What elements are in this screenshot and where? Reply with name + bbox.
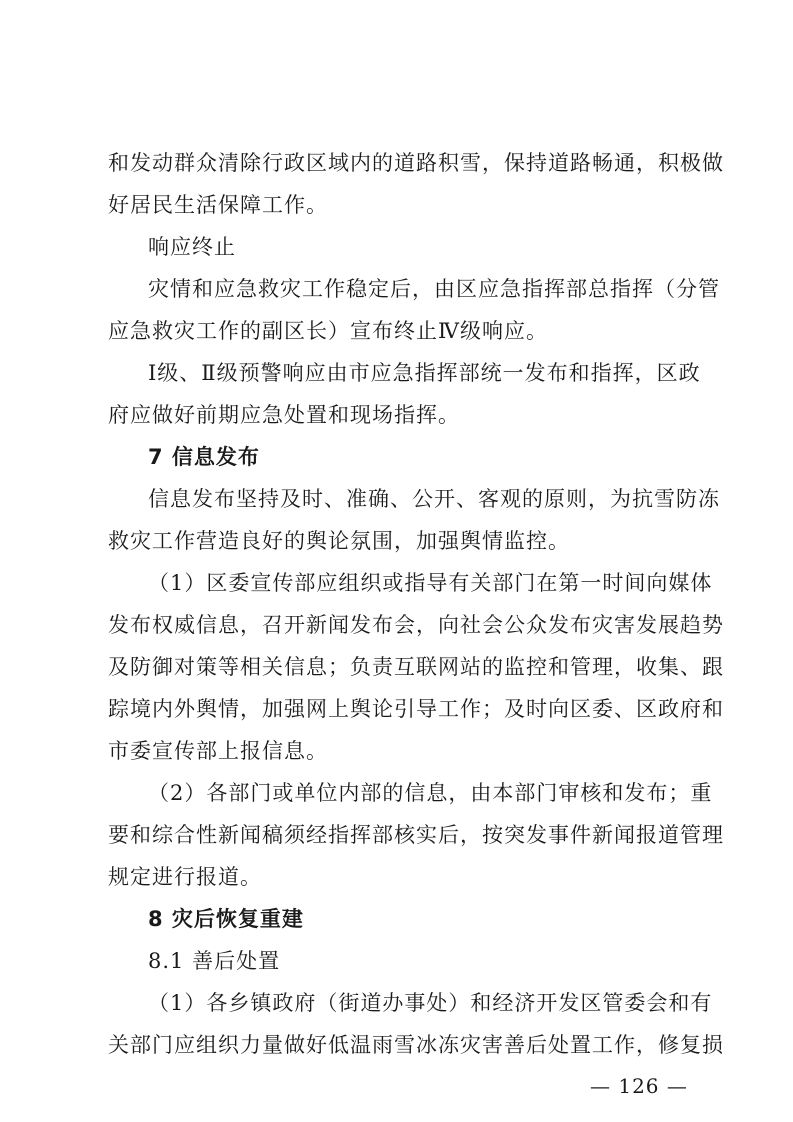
body-text-line: 府应做好前期应急处置和现场指挥。	[108, 403, 460, 427]
body-text-line: 和发动群众清除行政区域内的道路积雪，保持道路畅通，积极做	[108, 151, 724, 175]
body-text-line: 踪境内外舆情，加强网上舆论引导工作；及时向区委、区政府和	[108, 697, 724, 721]
page-number: — 126 —	[590, 1074, 688, 1098]
section-heading: 8 灾后恢复重建	[148, 907, 304, 931]
body-text-line: 规定进行报道。	[108, 865, 262, 889]
subheading: 响应终止	[148, 235, 236, 259]
body-text-line: 救灾工作营造良好的舆论氛围，加强舆情监控。	[108, 529, 570, 553]
body-text-line: Ⅰ级、Ⅱ级预警响应由市应急指挥部统一发布和指挥，区政	[148, 361, 701, 385]
body-text-line: 应急救灾工作的副区长）宣布终止Ⅳ级响应。	[108, 319, 548, 343]
body-text-line: 关部门应组织力量做好低温雨雪冰冻灾害善后处置工作，修复损	[108, 1033, 724, 1057]
section-heading: 7 信息发布	[148, 445, 260, 469]
body-text-line: 及防御对策等相关信息；负责互联网站的监控和管理，收集、跟	[108, 655, 724, 679]
body-text-line: 信息发布坚持及时、准确、公开、客观的原则，为抗雪防冻	[148, 487, 720, 511]
body-text-line: （2）各部门或单位内部的信息，由本部门审核和发布；重	[148, 781, 713, 805]
body-text-line: 要和综合性新闻稿须经指挥部核实后，按突发事件新闻报道管理	[108, 823, 724, 847]
body-text-line: （1）各乡镇政府（街道办事处）和经济开发区管委会和有	[148, 991, 713, 1015]
body-text-line: 好居民生活保障工作。	[108, 193, 328, 217]
subsection-heading: 8.1 善后处置	[148, 949, 281, 973]
body-text-line: （1）区委宣传部应组织或指导有关部门在第一时间向媒体	[148, 571, 713, 595]
body-text-line: 市委宣传部上报信息。	[108, 739, 328, 763]
body-text-line: 灾情和应急救灾工作稳定后，由区应急指挥部总指挥（分管	[148, 277, 720, 301]
body-text-line: 发布权威信息，召开新闻发布会，向社会公众发布灾害发展趋势	[108, 613, 724, 637]
